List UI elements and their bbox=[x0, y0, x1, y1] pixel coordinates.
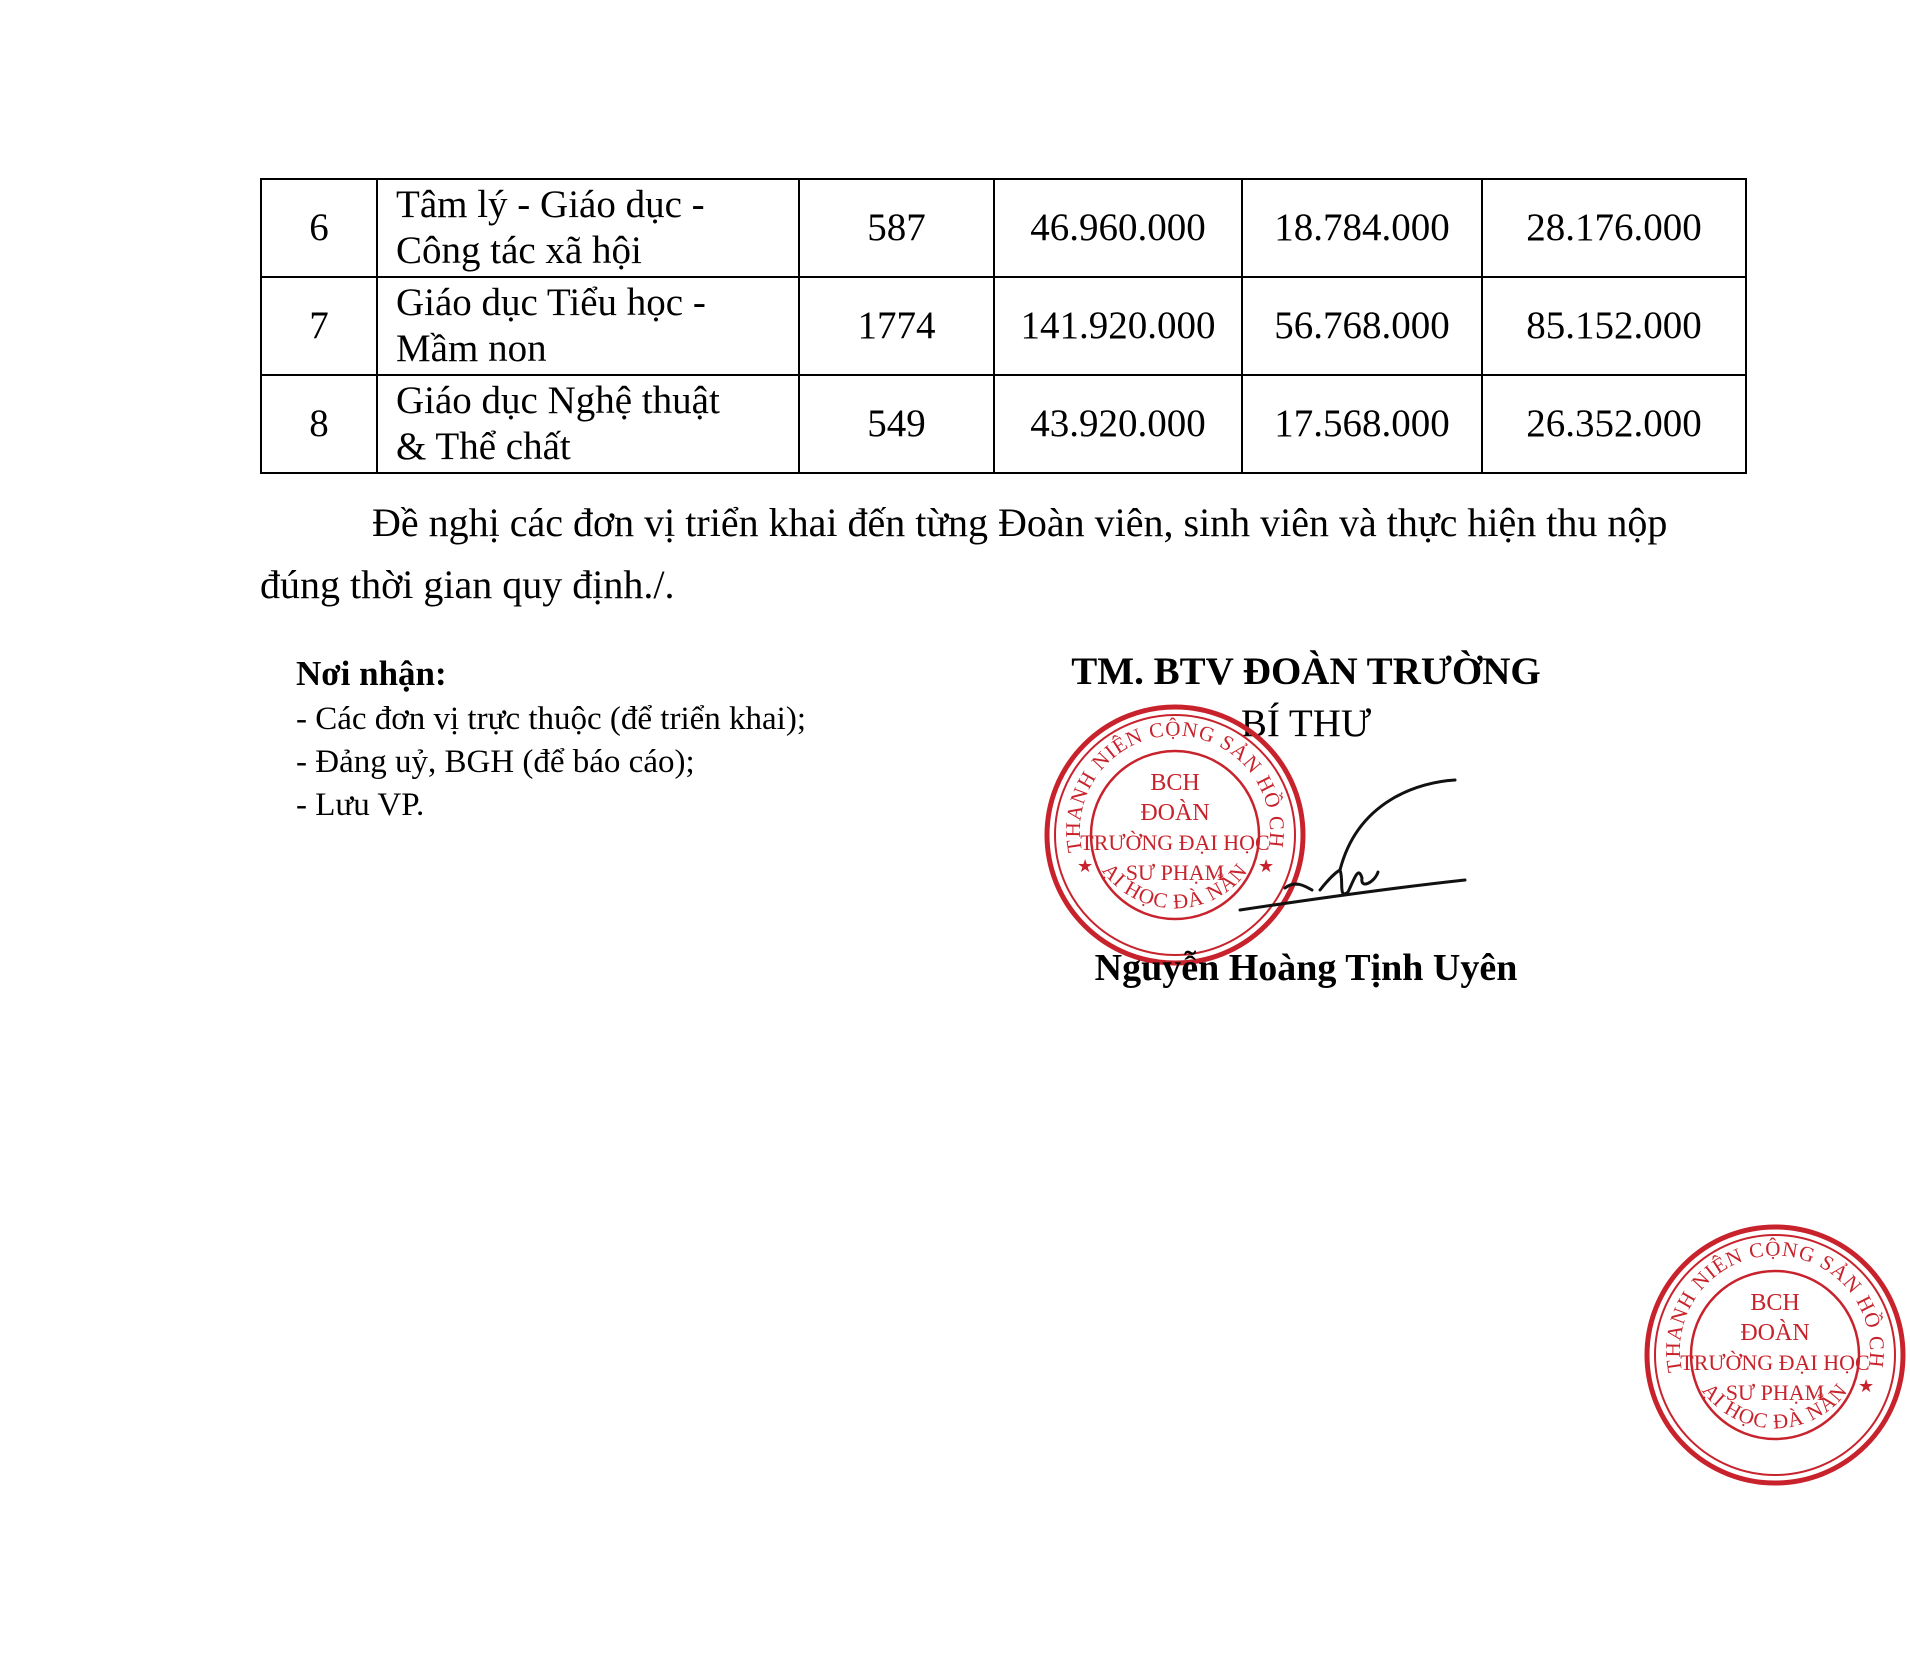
table-row bbox=[261, 375, 1746, 473]
seal-center-line: BCH bbox=[1150, 770, 1200, 796]
seal-center-line: TRƯỜNG ĐẠI HỌC bbox=[1680, 1350, 1870, 1375]
amount-b: 26.352.000 bbox=[1482, 375, 1746, 473]
row-number: 7 bbox=[261, 277, 377, 375]
unit-name-line: Giáo dục Tiểu học - bbox=[396, 281, 706, 324]
amount-a: 17.568.000 bbox=[1242, 375, 1482, 473]
fee-table bbox=[260, 178, 1747, 474]
row-number: 6 bbox=[261, 179, 377, 277]
signature-role: BÍ THƯ bbox=[1240, 702, 1372, 745]
seal-center-line: ĐOÀN bbox=[1740, 1320, 1810, 1346]
signer-name: Nguyễn Hoàng Tịnh Uyên bbox=[1094, 947, 1518, 989]
member-count: 1774 bbox=[799, 277, 994, 375]
amount-b: 85.152.000 bbox=[1482, 277, 1746, 375]
table-row bbox=[261, 179, 1746, 277]
recipient-item: - Lưu VP. bbox=[296, 787, 425, 823]
seal-center-line: ĐOÀN bbox=[1140, 800, 1210, 826]
recipients-title: Nơi nhận: bbox=[296, 654, 447, 693]
seal-outer-text: THANH NIÊN CỘNG SẢN HỒ CH bbox=[1660, 1236, 1890, 1375]
seal-outer-text: THANH NIÊN CỘNG SẢN HỒ CH bbox=[1060, 716, 1290, 855]
partial-seal bbox=[1640, 1220, 1890, 1490]
member-count: 587 bbox=[799, 179, 994, 277]
row-number: 8 bbox=[261, 375, 377, 473]
recipient-item: - Đảng uỷ, BGH (để báo cáo); bbox=[296, 744, 695, 780]
unit-name-line: Mầm non bbox=[396, 327, 547, 370]
amount-a: 56.768.000 bbox=[1242, 277, 1482, 375]
star-icon: ★ bbox=[1858, 1376, 1875, 1396]
unit-name bbox=[377, 375, 799, 473]
seal-center-line: BCH bbox=[1750, 1290, 1800, 1316]
total-amount: 46.960.000 bbox=[994, 179, 1242, 277]
star-icon: ★ bbox=[1258, 856, 1275, 876]
total-amount: 43.920.000 bbox=[994, 375, 1242, 473]
unit-name bbox=[377, 277, 799, 375]
seal-center-line: SƯ PHẠM bbox=[1725, 1380, 1825, 1405]
table-row bbox=[261, 277, 1746, 375]
seal-icon bbox=[1640, 1220, 1910, 1490]
recipients-block bbox=[296, 650, 806, 827]
total-amount: 141.920.000 bbox=[994, 277, 1242, 375]
unit-name-line: & Thể chất bbox=[396, 425, 571, 468]
star-icon: ★ bbox=[1077, 856, 1094, 876]
unit-name bbox=[377, 179, 799, 277]
signature-icon bbox=[1090, 760, 1490, 940]
closing-paragraph: Đề nghị các đơn vị triển khai đến từng Đoàn viên, sinh viên và thực hiện thu nộp đúng thời gian quy định./. bbox=[260, 500, 1668, 607]
unit-name-line: Giáo dục Nghệ thuật bbox=[396, 379, 720, 422]
recipient-item: - Các đơn vị trực thuộc (để triển khai); bbox=[296, 701, 807, 737]
amount-b: 28.176.000 bbox=[1482, 179, 1746, 277]
seal-bottom-text: ẠI HỌC ĐÀ NẴN bbox=[1697, 1378, 1853, 1434]
amount-a: 18.784.000 bbox=[1242, 179, 1482, 277]
unit-name-line: Công tác xã hội bbox=[396, 229, 642, 272]
seal-center-line: SƯ PHẠM bbox=[1125, 860, 1225, 885]
unit-name-line: Tâm lý - Giáo dục - bbox=[396, 183, 705, 226]
seal-center-line: TRƯỜNG ĐẠI HỌC bbox=[1080, 830, 1270, 855]
member-count: 549 bbox=[799, 375, 994, 473]
signature-title: TM. BTV ĐOÀN TRƯỜNG bbox=[1071, 650, 1541, 693]
seal-bottom-text: ẠI HỌC ĐÀ NẴN bbox=[1097, 858, 1253, 914]
